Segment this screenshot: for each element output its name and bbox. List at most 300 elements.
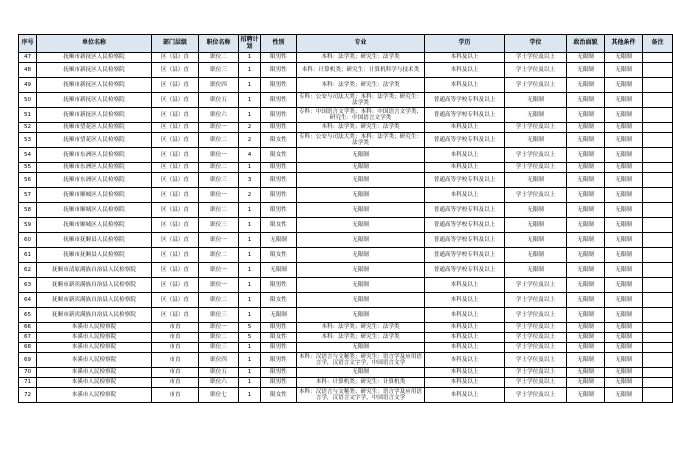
cell-level: 区（县）直 [152,263,199,278]
cell-no: 53 [19,133,37,148]
cell-level: 区（县）直 [152,123,199,133]
cell-politics: 无限制 [567,123,605,133]
cell-note [643,263,673,278]
cell-plan: 1 [239,278,261,293]
cell-position: 职位二 [199,53,239,63]
cell-degree: 学士学位及以上 [505,308,567,323]
cell-level: 市直 [152,353,199,368]
cell-position: 职位五 [199,368,239,378]
cell-level: 区（县）直 [152,233,199,248]
cell-no: 48 [19,63,37,78]
cell-position: 职位一 [199,188,239,203]
cell-politics: 无限制 [567,78,605,93]
cell-no: 71 [19,378,37,388]
recruitment-table-container [18,34,664,403]
cell-note [643,388,673,403]
table-row [19,308,673,323]
cell-gender: 限男性 [261,368,297,378]
cell-level: 区（县）直 [152,173,199,188]
cell-politics: 无限制 [567,148,605,163]
cell-major: 无限制 [297,163,425,173]
cell-note [643,308,673,323]
cell-other: 无限制 [605,368,643,378]
cell-degree: 学士学位及以上 [505,148,567,163]
cell-level: 市直 [152,323,199,333]
cell-education: 普通高等学校专科及以上 [425,93,505,108]
cell-other: 无限制 [605,388,643,403]
cell-level: 市直 [152,343,199,353]
cell-politics: 无限制 [567,308,605,323]
cell-unit: 抚顺市抚顺县人民检察院 [37,233,152,248]
cell-level: 区（县）直 [152,278,199,293]
cell-position: 职位二 [199,248,239,263]
cell-unit: 抚顺市清原满族自治县人民检察院 [37,263,152,278]
cell-plan: 1 [239,248,261,263]
cell-gender: 限男性 [261,323,297,333]
cell-education: 本科及以上 [425,163,505,173]
cell-no: 56 [19,173,37,188]
cell-other: 无限制 [605,293,643,308]
table-row [19,233,673,248]
table-row [19,343,673,353]
cell-other: 无限制 [605,343,643,353]
cell-no: 50 [19,93,37,108]
cell-major: 无限制 [297,188,425,203]
cell-other: 无限制 [605,173,643,188]
cell-other: 无限制 [605,93,643,108]
cell-plan: 1 [239,93,261,108]
cell-gender: 限男性 [261,343,297,353]
cell-plan: 2 [239,133,261,148]
cell-major: 专科：中国语言文学类；本科：中国语言文学类；研究生：中国语言文学类 [297,108,425,123]
cell-no: 68 [19,343,37,353]
cell-other: 无限制 [605,248,643,263]
cell-unit: 抚顺市新宾满族自治县人民检察院 [37,293,152,308]
cell-education: 普通高等学校专科及以上 [425,203,505,218]
cell-unit: 抚顺市新宾满族自治县人民检察院 [37,308,152,323]
cell-major: 本科：法学类；研究生：法学类 [297,333,425,343]
header-gender: 性别 [261,35,297,53]
table-row [19,133,673,148]
cell-plan: 2 [239,123,261,133]
cell-position: 职位一 [199,233,239,248]
cell-degree: 无限制 [505,263,567,278]
cell-major: 专科：公安与司法大类；本科：法学类；研究生：法学类 [297,93,425,108]
cell-note [643,233,673,248]
cell-no: 69 [19,353,37,368]
cell-education: 本科及以上 [425,293,505,308]
cell-no: 51 [19,108,37,123]
cell-no: 65 [19,308,37,323]
cell-other: 无限制 [605,78,643,93]
cell-education: 本科及以上 [425,308,505,323]
cell-note [643,293,673,308]
cell-gender: 限男性 [261,53,297,63]
cell-no: 63 [19,278,37,293]
cell-unit: 本溪市人民检察院 [37,343,152,353]
cell-note [643,378,673,388]
cell-education: 普通高等学校专科及以上 [425,263,505,278]
cell-note [643,188,673,203]
cell-note [643,148,673,163]
cell-education: 本科及以上 [425,148,505,163]
cell-level: 区（县）直 [152,203,199,218]
cell-other: 无限制 [605,233,643,248]
cell-level: 区（县）直 [152,163,199,173]
cell-education: 本科及以上 [425,378,505,388]
header-unit: 单位名称 [37,35,152,53]
cell-note [643,333,673,343]
header-politics: 政治面貌 [567,35,605,53]
header-education: 学历 [425,35,505,53]
table-row [19,203,673,218]
cell-major: 无限制 [297,278,425,293]
cell-unit: 本溪市人民检察院 [37,353,152,368]
cell-note [643,203,673,218]
cell-other: 无限制 [605,123,643,133]
cell-gender: 限女性 [261,133,297,148]
cell-unit: 抚顺市顺城区人民检察院 [37,188,152,203]
cell-unit: 抚顺市顺城区人民检察院 [37,218,152,233]
cell-gender: 限女性 [261,388,297,403]
cell-education: 普通高等学校专科及以上 [425,248,505,263]
cell-level: 区（县）直 [152,218,199,233]
cell-plan: 1 [239,368,261,378]
cell-other: 无限制 [605,108,643,123]
cell-politics: 无限制 [567,53,605,63]
cell-gender: 限男性 [261,378,297,388]
cell-gender: 限女性 [261,333,297,343]
cell-note [643,123,673,133]
cell-education: 本科及以上 [425,188,505,203]
cell-gender: 限男性 [261,108,297,123]
cell-politics: 无限制 [567,233,605,248]
cell-major: 无限制 [297,368,425,378]
cell-level: 区（县）直 [152,53,199,63]
cell-major: 本科：法学类；研究生：法学类 [297,123,425,133]
table-row [19,173,673,188]
cell-position: 职位六 [199,108,239,123]
cell-plan: 1 [239,163,261,173]
cell-level: 区（县）直 [152,148,199,163]
cell-major: 本科：计算机类；研究生：计算机类 [297,378,425,388]
cell-note [643,368,673,378]
cell-gender: 限女性 [261,293,297,308]
cell-no: 49 [19,78,37,93]
cell-other: 无限制 [605,218,643,233]
cell-other: 无限制 [605,53,643,63]
cell-position: 职位二 [199,133,239,148]
cell-degree: 学士学位及以上 [505,388,567,403]
cell-other: 无限制 [605,133,643,148]
cell-politics: 无限制 [567,163,605,173]
cell-unit: 抚顺市新抚区人民检察院 [37,108,152,123]
table-row [19,163,673,173]
cell-major: 本科：汉语言与文秘类；研究生：语言学及应用语言学，汉语言文字学，中国语言文学 [297,388,425,403]
cell-position: 职位二 [199,163,239,173]
cell-plan: 1 [239,378,261,388]
table-row [19,53,673,63]
header-position: 职位名称 [199,35,239,53]
cell-level: 区（县）直 [152,93,199,108]
cell-education: 普通高等学校专科及以上 [425,218,505,233]
cell-gender: 限男性 [261,203,297,218]
cell-education: 本科及以上 [425,353,505,368]
cell-unit: 抚顺市东洲区人民检察院 [37,148,152,163]
cell-level: 市直 [152,368,199,378]
cell-note [643,108,673,123]
cell-other: 无限制 [605,278,643,293]
cell-unit: 本溪市人民检察院 [37,368,152,378]
cell-plan: 1 [239,263,261,278]
table-row [19,148,673,163]
cell-other: 无限制 [605,333,643,343]
header-row [19,35,673,53]
cell-other: 无限制 [605,323,643,333]
cell-politics: 无限制 [567,248,605,263]
cell-unit: 抚顺市望花区人民检察院 [37,133,152,148]
cell-position: 职位二 [199,203,239,218]
cell-other: 无限制 [605,263,643,278]
cell-gender: 无限制 [261,263,297,278]
cell-gender: 无限制 [261,233,297,248]
cell-no: 57 [19,188,37,203]
cell-level: 区（县）直 [152,293,199,308]
cell-education: 本科及以上 [425,53,505,63]
cell-note [643,93,673,108]
cell-other: 无限制 [605,308,643,323]
cell-major: 本科：法学类；研究生：法学类 [297,78,425,93]
cell-politics: 无限制 [567,188,605,203]
cell-note [643,63,673,78]
table-row [19,248,673,263]
cell-politics: 无限制 [567,323,605,333]
cell-degree: 学士学位及以上 [505,378,567,388]
cell-gender: 限男性 [261,78,297,93]
cell-degree: 学士学位及以上 [505,353,567,368]
cell-education: 普通高等学校专科及以上 [425,233,505,248]
cell-education: 本科及以上 [425,63,505,78]
cell-plan: 1 [239,63,261,78]
header-no: 序号 [19,35,37,53]
cell-level: 市直 [152,333,199,343]
header-note: 备注 [643,35,673,53]
cell-unit: 抚顺市新抚区人民检察院 [37,53,152,63]
cell-plan: 1 [239,108,261,123]
cell-politics: 无限制 [567,173,605,188]
cell-plan: 3 [239,173,261,188]
cell-education: 普通高等学校专科及以上 [425,173,505,188]
cell-major: 本科：计算机类；研究生：计算机科学与技术类 [297,63,425,78]
cell-major: 本科：法学类；研究生：法学类 [297,53,425,63]
cell-gender: 限女性 [261,218,297,233]
cell-degree: 无限制 [505,248,567,263]
cell-note [643,353,673,368]
cell-degree: 无限制 [505,218,567,233]
recruitment-table [18,34,673,403]
cell-level: 区（县）直 [152,308,199,323]
cell-degree: 学士学位及以上 [505,163,567,173]
cell-note [643,323,673,333]
cell-politics: 无限制 [567,93,605,108]
cell-education: 本科及以上 [425,278,505,293]
cell-gender: 限男性 [261,163,297,173]
cell-degree: 学士学位及以上 [505,188,567,203]
cell-plan: 1 [239,353,261,368]
cell-other: 无限制 [605,63,643,78]
table-row [19,333,673,343]
cell-unit: 本溪市人民检察院 [37,333,152,343]
cell-plan: 1 [239,293,261,308]
table-row [19,188,673,203]
table-row [19,378,673,388]
cell-major: 本科：汉语言与文秘类；研究生：语言学及应用语言学，汉语言文字学，中国语言文学 [297,353,425,368]
cell-unit: 抚顺市东洲区人民检察院 [37,173,152,188]
cell-level: 区（县）直 [152,248,199,263]
cell-unit: 抚顺市顺城区人民检察院 [37,203,152,218]
cell-no: 52 [19,123,37,133]
cell-degree: 无限制 [505,133,567,148]
table-row [19,368,673,378]
cell-other: 无限制 [605,378,643,388]
cell-degree: 无限制 [505,108,567,123]
cell-degree: 学士学位及以上 [505,333,567,343]
cell-unit: 本溪市人民检察院 [37,378,152,388]
cell-unit: 抚顺市抚顺县人民检察院 [37,248,152,263]
cell-other: 无限制 [605,163,643,173]
cell-major: 无限制 [297,173,425,188]
cell-gender: 限男性 [261,173,297,188]
cell-plan: 2 [239,188,261,203]
cell-degree: 学士学位及以上 [505,63,567,78]
header-other: 其他条件 [605,35,643,53]
cell-major: 无限制 [297,263,425,278]
cell-major: 无限制 [297,308,425,323]
table-body [19,53,673,403]
cell-unit: 抚顺市新抚区人民检察院 [37,78,152,93]
cell-gender: 限男性 [261,188,297,203]
cell-note [643,163,673,173]
cell-unit: 本溪市人民检察院 [37,323,152,333]
cell-plan: 1 [239,343,261,353]
cell-plan: 1 [239,53,261,63]
table-row [19,388,673,403]
cell-gender: 限男性 [261,278,297,293]
cell-education: 本科及以上 [425,343,505,353]
header-level: 部门层级 [152,35,199,53]
cell-politics: 无限制 [567,63,605,78]
cell-politics: 无限制 [567,263,605,278]
cell-major: 无限制 [297,218,425,233]
cell-other: 无限制 [605,188,643,203]
cell-level: 区（县）直 [152,133,199,148]
cell-position: 职位一 [199,148,239,163]
cell-no: 70 [19,368,37,378]
cell-gender: 限男性 [261,123,297,133]
header-degree: 学位 [505,35,567,53]
cell-no: 61 [19,248,37,263]
cell-no: 60 [19,233,37,248]
cell-degree: 学士学位及以上 [505,78,567,93]
cell-position: 职位三 [199,343,239,353]
cell-gender: 限女性 [261,148,297,163]
cell-note [643,53,673,63]
cell-degree: 无限制 [505,93,567,108]
table-row [19,123,673,133]
cell-gender: 无限制 [261,308,297,323]
cell-degree: 无限制 [505,173,567,188]
cell-other: 无限制 [605,148,643,163]
cell-politics: 无限制 [567,133,605,148]
table-row [19,93,673,108]
table-row [19,78,673,93]
cell-degree: 学士学位及以上 [505,278,567,293]
cell-degree: 学士学位及以上 [505,323,567,333]
cell-gender: 限男性 [261,63,297,78]
header-plan: 招聘计划 [239,35,261,53]
cell-position: 职位七 [199,388,239,403]
table-row [19,218,673,233]
cell-level: 区（县）直 [152,188,199,203]
cell-plan: 1 [239,308,261,323]
cell-plan: 1 [239,78,261,93]
cell-no: 67 [19,333,37,343]
cell-note [643,248,673,263]
cell-politics: 无限制 [567,378,605,388]
cell-unit: 抚顺市望花区人民检察院 [37,123,152,133]
cell-level: 区（县）直 [152,78,199,93]
cell-note [643,173,673,188]
cell-degree: 学士学位及以上 [505,343,567,353]
cell-position: 职位四 [199,78,239,93]
cell-politics: 无限制 [567,388,605,403]
table-row [19,293,673,308]
cell-politics: 无限制 [567,108,605,123]
cell-politics: 无限制 [567,218,605,233]
cell-education: 本科及以上 [425,368,505,378]
cell-position: 职位一 [199,278,239,293]
cell-politics: 无限制 [567,333,605,343]
cell-plan: 5 [239,323,261,333]
cell-unit: 本溪市人民检察院 [37,388,152,403]
cell-major: 无限制 [297,248,425,263]
table-row [19,278,673,293]
cell-note [643,78,673,93]
table-row [19,353,673,368]
cell-major: 本科：法学类；研究生：法学类 [297,323,425,333]
cell-no: 55 [19,163,37,173]
cell-position: 职位一 [199,123,239,133]
cell-position: 职位四 [199,353,239,368]
cell-gender: 限男性 [261,353,297,368]
cell-degree: 学士学位及以上 [505,368,567,378]
cell-position: 职位二 [199,293,239,308]
cell-position: 职位三 [199,173,239,188]
cell-plan: 1 [239,218,261,233]
cell-plan: 1 [239,388,261,403]
cell-major: 无限制 [297,343,425,353]
cell-unit: 抚顺市东洲区人民检察院 [37,163,152,173]
cell-unit: 抚顺市新抚区人民检察院 [37,93,152,108]
cell-major: 无限制 [297,293,425,308]
cell-politics: 无限制 [567,203,605,218]
cell-note [643,133,673,148]
cell-education: 本科及以上 [425,333,505,343]
cell-level: 区（县）直 [152,63,199,78]
cell-education: 本科及以上 [425,323,505,333]
cell-position: 职位五 [199,93,239,108]
cell-level: 市直 [152,378,199,388]
